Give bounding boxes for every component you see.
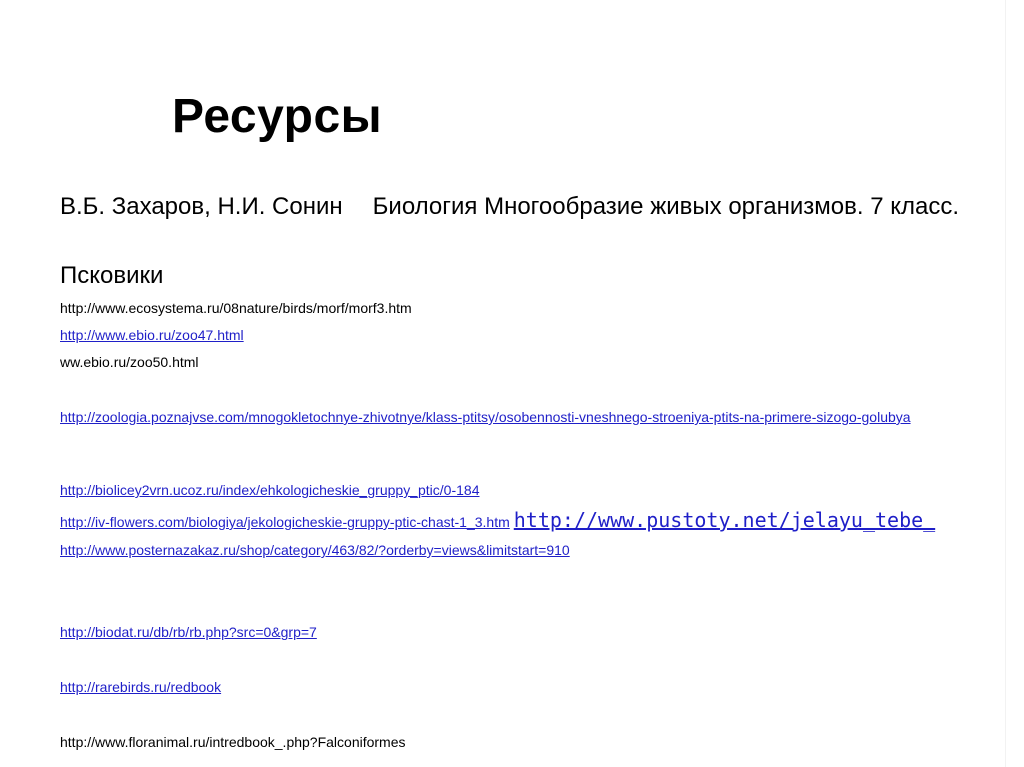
- link-biodat[interactable]: http://biodat.ru/db/rb/rb.php?src=0&grp=7: [60, 624, 317, 640]
- link-posternazakaz[interactable]: http://www.posternazakaz.ru/shop/category/463/82/?orderby=views&limitstart=910: [60, 542, 570, 558]
- book-authors: В.Б. Захаров, Н.И. Сонин: [60, 193, 343, 220]
- link-rarebirds[interactable]: http://rarebirds.ru/redbook: [60, 679, 222, 695]
- link-rarebirds-row: [60, 678, 221, 697]
- link-ecosystema: http://www.ecosystema.ru/08nature/birds/morf/morf3.htm: [60, 300, 412, 316]
- link-biolicey-row: [60, 481, 479, 500]
- link-ebio-zoo47[interactable]: http://www.ebio.ru/zoo47.html: [60, 327, 244, 343]
- link-pustoty[interactable]: http://www.pustoty.net/jelayu_tebe_: [513, 508, 936, 532]
- link-zoologia[interactable]: http://zoologia.poznajvse.com/mnogokletochnye-zhivotnye/klass-ptitsy/osobennosti-vneshnego-stroeniya-ptits-na-primere-sizogo-golubya: [60, 409, 911, 425]
- book-reference: [60, 190, 998, 223]
- link-iv-flowers-row: [60, 508, 936, 532]
- link-biodat-row: [60, 623, 317, 642]
- link-biolicey[interactable]: http://biolicey2vrn.ucoz.ru/index/ehkologicheskie_gruppy_ptic/0-184: [60, 482, 480, 498]
- link-floranimal: http://www.floranimal.ru/intredbook_.php?Falconiformes: [60, 734, 406, 750]
- link-iv-flowers[interactable]: http://iv-flowers.com/biologiya/jekologicheskie-gruppy-ptic-chast-1_3.htm: [60, 514, 510, 530]
- link-ebio-zoo47-row: [60, 326, 244, 345]
- book-title: Биология Многообразие живых организмов. 7 класс.: [372, 193, 959, 220]
- link-zoologia-row: [60, 408, 998, 427]
- link-ebio-zoo50: ww.ebio.ru/zoo50.html: [60, 354, 199, 370]
- slide-title: Ресурсы: [172, 90, 383, 143]
- author-line: Псковики: [60, 262, 164, 289]
- link-posternazakaz-row: [60, 541, 570, 560]
- vertical-scrollbar[interactable]: [1005, 0, 1024, 767]
